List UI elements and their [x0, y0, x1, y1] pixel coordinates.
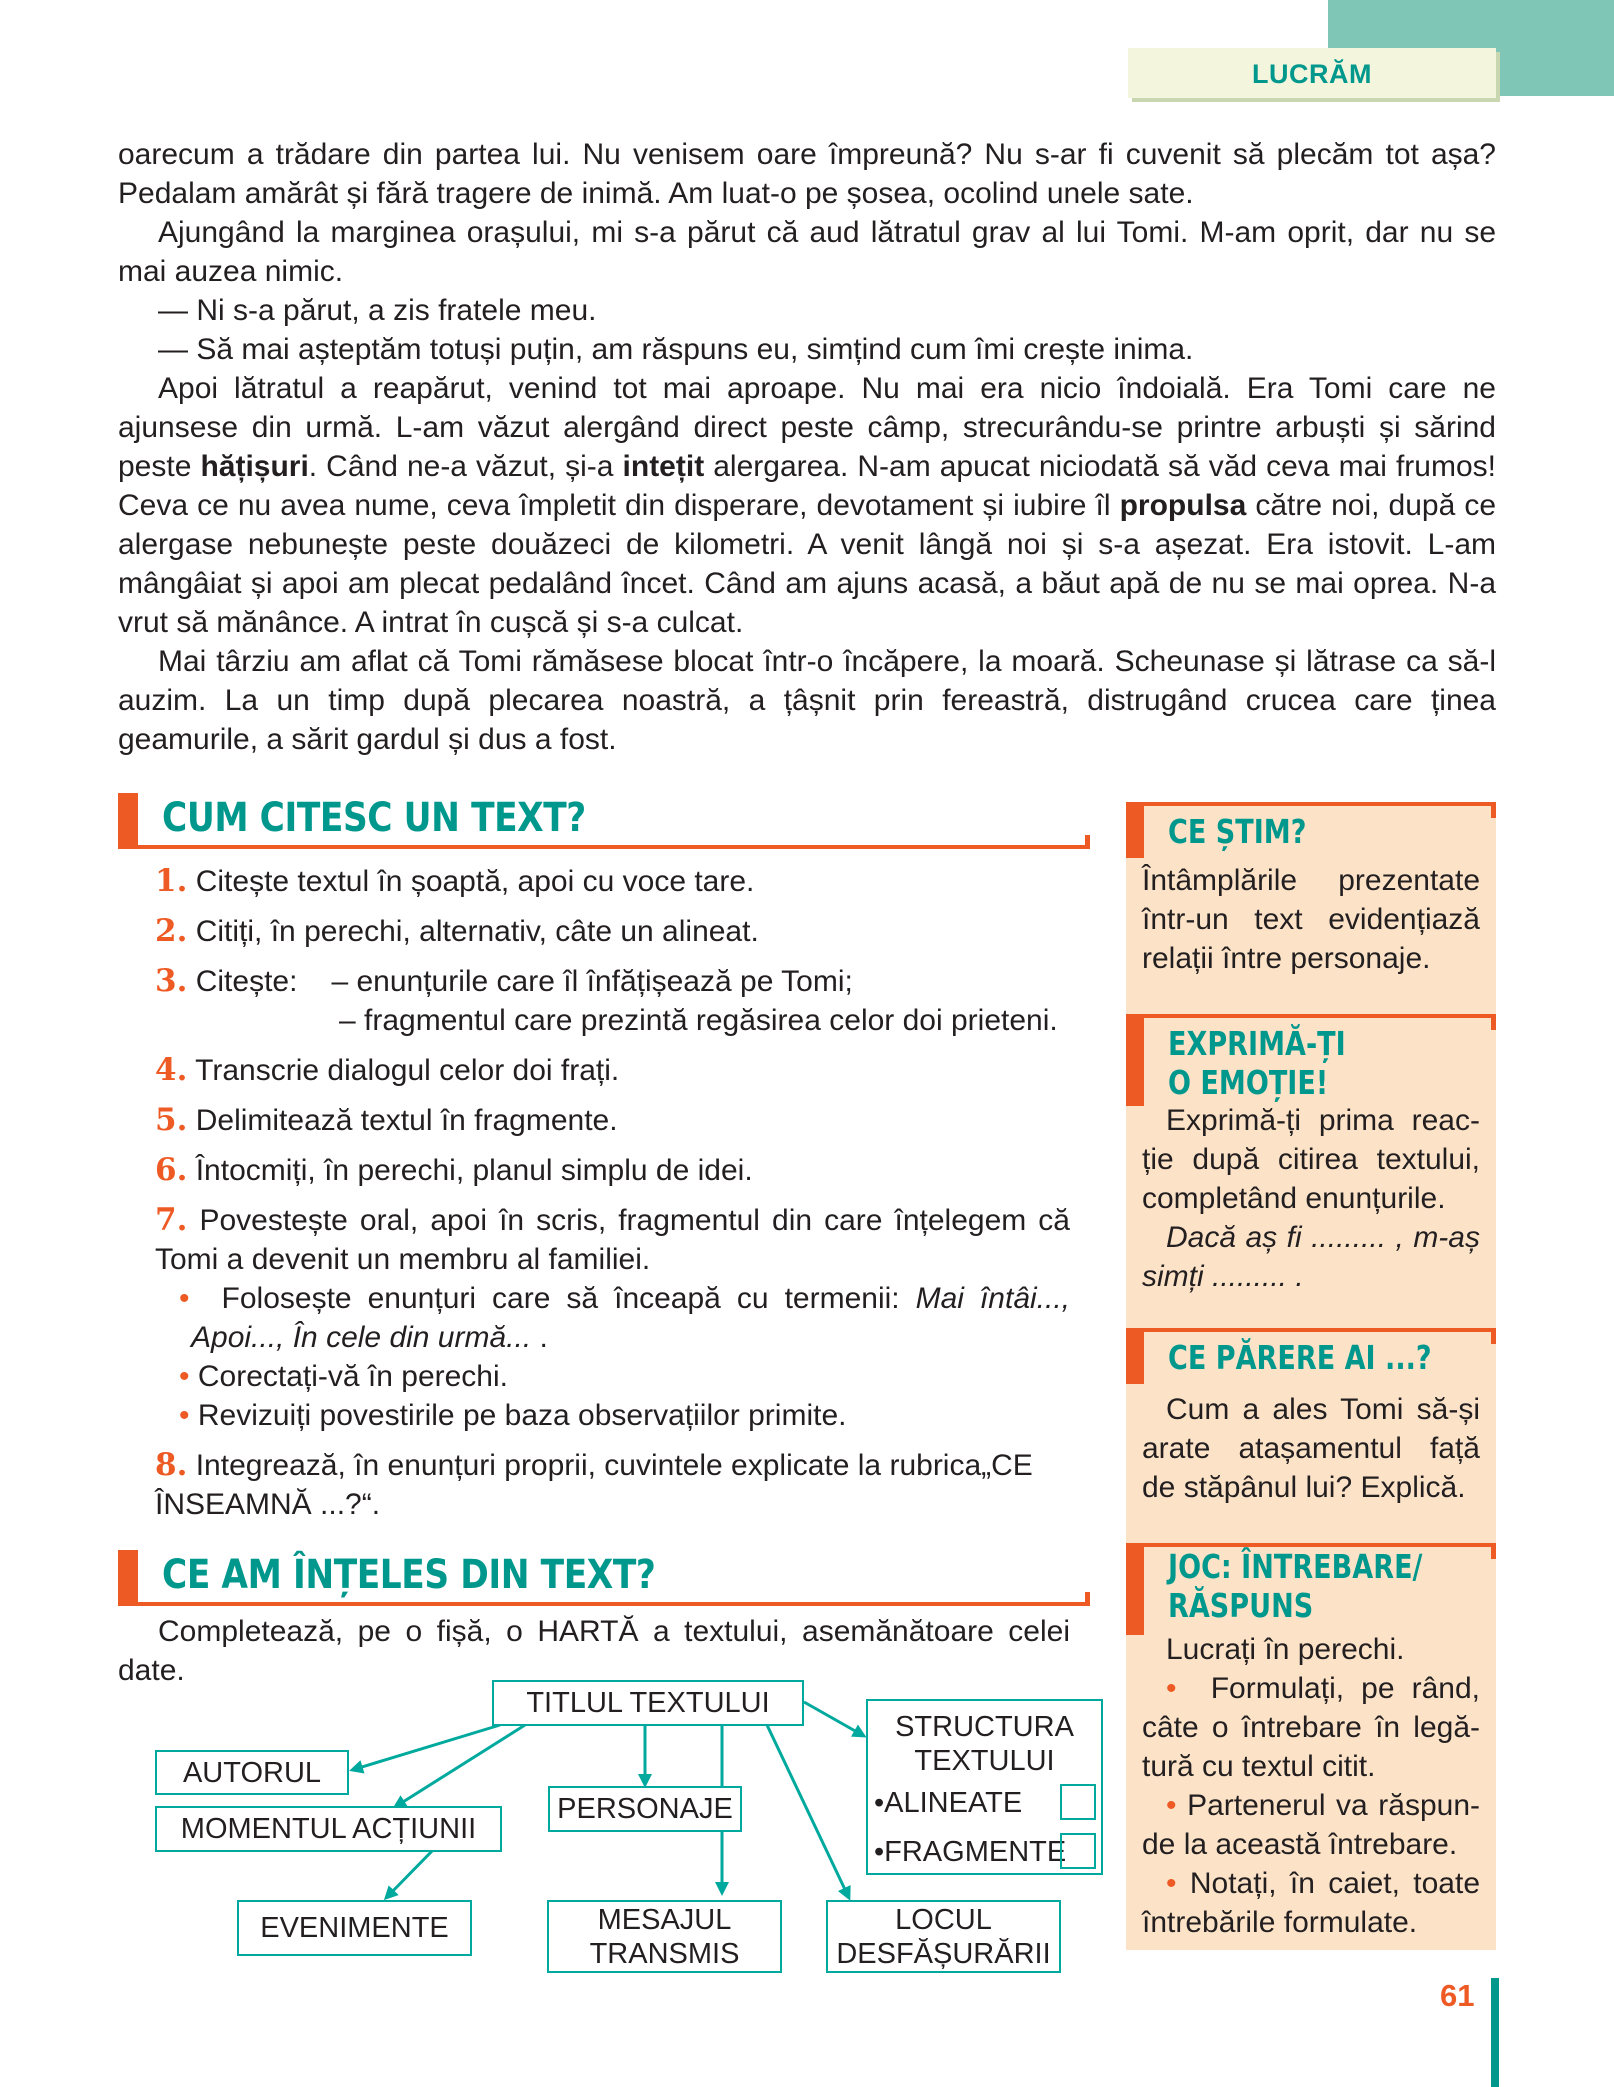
task-2: 2. Citiți, în perechi, alternativ, câte un alineat.	[155, 913, 759, 949]
story-paragraph-5: Apoi lătratul a reapărut, venind tot mai aproape. Nu mai era nicio îndoială. Era Tomi care ne ajunsese din urmă. L-am văzut alergând direct peste câmp, strecurându-se printre arbuști și sărind peste hățișuri. Când ne-a văzut, și-a intețit alergarea. N-am apucat niciodată să văd ceva mai frumos! Ceva ce nu avea nume, ceva împletit din disperare, devotament și iubire îl propulsa către noi, după ce alergase nebunește peste douăzeci de kilometri. A venit lângă noi și s-a așezat. Era istovit. L-am mângâiat și apoi am plecat pedalând încet. Când am ajuns acasă, a băut apă de nu se mai oprea. N-a vrut să mănânce. A intrat în cușcă și s-a culcat.	[118, 372, 1497, 639]
paragraphs-checkbox[interactable]	[1060, 1784, 1096, 1820]
page-number-bar	[1491, 1978, 1499, 2087]
sidebar-text-1: Întâmplările prezentate într-un text evidențiază relații între personaje.	[1142, 864, 1480, 975]
task-3: 3. Citește: – enunțurile care îl înfățișează pe Tomi; – fragmentul care prezintă regăsirea celor doi prieteni.	[155, 963, 1058, 1037]
sidebar-title: JOC: ÎNTREBARE/ RĂSPUNS	[1168, 1547, 1423, 1625]
task-1: 1. Citește textul în șoaptă, apoi cu voce tare.	[155, 863, 755, 899]
arrow-to-author	[352, 1725, 500, 1770]
arrow-moment-to-events	[386, 1848, 435, 1898]
sidebar-text-4: Lucrați în perechi. • Formulați, pe rând, câte o întrebare în legă-tură cu textul citit. • Partenerul va răspun-de la această întrebare. • Notați, în caiet, toate întrebările formulate.	[1142, 1633, 1481, 1939]
map-box-moment: MOMENTUL ACȚIUNII	[155, 1806, 502, 1852]
task-8: 8. Integrează, în enunțuri proprii, cuvintele explicate la rubrica„CE ÎNSEAMNĂ ...?“.	[155, 1447, 1033, 1521]
map-box-place: LOCUL DESFĂȘURĂRII	[826, 1900, 1061, 1973]
sidebar-title: CE PĂRERE AI ...?	[1168, 1338, 1432, 1377]
task-7-hint-3: • Revizuiți povestirile pe baza observațiilor primite.	[179, 1399, 847, 1432]
task-7-hint-1: • Folosește enunțuri care să înceapă cu termenii: Mai întâi..., Apoi..., În cele din urmă... .	[179, 1282, 1071, 1354]
structure-paragraphs-label: •ALINEATE	[874, 1787, 1023, 1819]
sidebar-text-3: Cum a ales Tomi să-și arate atașamentul față de stăpânul lui? Explică.	[1142, 1393, 1480, 1504]
keyword-hatisuri: hățișuri	[200, 450, 309, 483]
sidebar-title: EXPRIMĂ-ȚI O EMOȚIE!	[1168, 1024, 1346, 1102]
arrow-to-structure	[804, 1702, 864, 1736]
sidebar-text-2: Exprimă-ți prima reac-ție după citirea textului, completând enunțurile. Dacă aș fi ......... , m-aș simți ......... .	[1142, 1104, 1480, 1293]
story-dialogue-2: — Să mai așteptăm totuși puțin, am răspuns eu, simțind cum îmi crește inima.	[158, 333, 1194, 366]
map-box-author: AUTORUL	[155, 1750, 349, 1795]
section-title: CUM CITESC UN TEXT?	[162, 795, 586, 841]
story-paragraph-6: Mai târziu am aflat că Tomi rămăsese blocat într-o încăpere, la moară. Scheunase și lătrase ca să-l auzim. La un timp după plecarea noastră, a țâșnit prin fereastră, distrugând crucea care ținea geamurile, a sărit gardul și dus a fost.	[118, 645, 1496, 756]
keyword-intetit: intețit	[622, 450, 705, 483]
section-title: CE AM ÎNȚELES DIN TEXT?	[162, 1552, 656, 1598]
story-paragraph-1: oarecum a trădare din partea lui. Nu venisem oare împreună? Nu s-ar fi cuvenit să plecăm tot așa? Pedalam amărât și fără tragere de inimă. Am luat-o pe șosea, ocolind unele sate.	[118, 138, 1496, 210]
section-label: LUCRĂM	[1128, 48, 1496, 98]
task-7-hint-2: • Corectați-vă în perechi.	[179, 1360, 508, 1393]
map-box-characters: PERSONAJE	[548, 1786, 742, 1832]
map-box-message: MESAJUL TRANSMIS	[547, 1900, 782, 1973]
sidebar-box-what-we-know	[1126, 802, 1496, 858]
sidebar-box-opinion	[1126, 1328, 1496, 1384]
map-box-events: EVENIMENTE	[237, 1900, 472, 1956]
map-instruction: Completează, pe o fișă, o HARTĂ a textului, asemănătoare celei date.	[118, 1615, 1070, 1687]
task-7: 7. Povestește oral, apoi în scris, fragmentul din care înțelegem că Tomi a devenit un membru al familiei. • Folosește enunțuri care să înceapă cu termenii: Mai întâi..., Apoi..., În cele din urmă... . • Corectați-vă în perechi. • Revizuiți povestirile pe baza observațiilor primite.	[143, 1201, 1070, 1435]
sidebar-title: CE ȘTIM?	[1168, 812, 1307, 851]
structure-fragments-label: •FRAGMENTE	[874, 1836, 1067, 1868]
arrow-to-place	[767, 1725, 849, 1898]
map-box-structure: STRUCTURA TEXTULUI •ALINEATE •FRAGMENTE	[866, 1699, 1103, 1875]
sidebar-box-emotion	[1126, 1014, 1496, 1106]
story-paragraph-2: Ajungând la marginea orașului, mi s-a părut că aud lătratul grav al lui Tomi. M-am oprit, dar nu se mai auzea nimic.	[118, 216, 1496, 288]
keyword-propulsa: propulsa	[1119, 489, 1247, 522]
sidebar-box-game	[1126, 1543, 1496, 1635]
task-6: 6. Întocmiți, în perechi, planul simplu de idei.	[155, 1152, 753, 1188]
map-box-title: TITLUL TEXTULUI	[492, 1680, 804, 1726]
task-5: 5. Delimitează textul în fragmente.	[155, 1102, 618, 1138]
page-number: 61	[1440, 1978, 1475, 2013]
story-dialogue-1: — Ni s-a părut, a zis fratele meu.	[158, 294, 597, 327]
fragments-checkbox[interactable]	[1060, 1833, 1096, 1869]
task-4: 4. Transcrie dialogul celor doi frați.	[155, 1052, 620, 1088]
